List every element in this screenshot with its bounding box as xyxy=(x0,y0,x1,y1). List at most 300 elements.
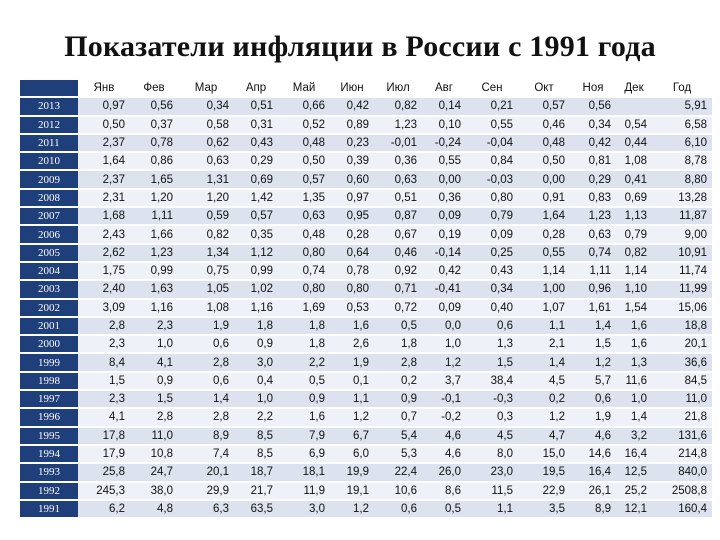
month-cell: 4,8 xyxy=(130,501,178,519)
month-cell: 0,19 xyxy=(422,226,466,244)
month-cell: 1,4 xyxy=(178,391,234,409)
month-cell: 1,0 xyxy=(130,336,178,354)
month-cell: 1,5 xyxy=(570,336,616,354)
month-cell: 10,6 xyxy=(374,483,422,501)
month-cell: 1,14 xyxy=(518,263,570,281)
table-row xyxy=(20,483,712,501)
month-cell: 2,2 xyxy=(278,354,330,372)
table-row xyxy=(20,373,712,391)
month-cell: 0,67 xyxy=(374,226,422,244)
month-cell: 245,3 xyxy=(78,483,130,501)
table-row xyxy=(20,208,712,226)
month-cell: 6,2 xyxy=(78,501,130,519)
month-cell: 0,59 xyxy=(178,208,234,226)
month-cell: 0,28 xyxy=(518,226,570,244)
column-header: Апр xyxy=(234,80,278,98)
annual-cell: 13,28 xyxy=(652,190,712,208)
month-cell: 0,6 xyxy=(374,501,422,519)
month-cell: 0,37 xyxy=(130,117,178,135)
annual-cell: 6,58 xyxy=(652,117,712,135)
column-header: Авг xyxy=(422,80,466,98)
table-row xyxy=(20,409,712,427)
month-cell: 6,0 xyxy=(330,446,374,464)
month-cell: 0,91 xyxy=(518,190,570,208)
month-cell: 0,55 xyxy=(518,245,570,263)
month-cell: -0,01 xyxy=(374,135,422,153)
month-cell: 1,8 xyxy=(234,318,278,336)
month-cell: 1,08 xyxy=(616,153,652,171)
month-cell: 0,6 xyxy=(178,336,234,354)
month-cell: 1,65 xyxy=(130,171,178,189)
table-row xyxy=(20,281,712,299)
month-cell: 0,48 xyxy=(278,135,330,153)
month-cell: 0,80 xyxy=(278,245,330,263)
month-cell: 1,5 xyxy=(78,373,130,391)
month-cell: 1,68 xyxy=(78,208,130,226)
month-cell: 0,74 xyxy=(278,263,330,281)
column-header: Сен xyxy=(466,80,518,98)
annual-cell: 15,06 xyxy=(652,300,712,318)
year-cell: 2005 xyxy=(20,245,78,263)
month-cell: 1,2 xyxy=(570,354,616,372)
month-cell: 24,7 xyxy=(130,464,178,482)
month-cell: 1,3 xyxy=(616,354,652,372)
month-cell: 8,5 xyxy=(234,446,278,464)
month-cell: 21,7 xyxy=(234,483,278,501)
month-cell: 0,9 xyxy=(234,336,278,354)
table-row xyxy=(20,263,712,281)
month-cell: 2,40 xyxy=(78,281,130,299)
annual-cell: 18,8 xyxy=(652,318,712,336)
annual-cell: 5,91 xyxy=(652,98,712,116)
month-cell: 0,43 xyxy=(234,135,278,153)
month-cell: 10,8 xyxy=(130,446,178,464)
month-cell: 12,1 xyxy=(616,501,652,519)
month-cell: 1,14 xyxy=(616,263,652,281)
year-cell: 1994 xyxy=(20,446,78,464)
month-cell: 0,09 xyxy=(422,208,466,226)
month-cell: 3,7 xyxy=(422,373,466,391)
month-cell: 2,8 xyxy=(374,354,422,372)
month-cell: 0,9 xyxy=(374,391,422,409)
table-header xyxy=(20,80,712,98)
month-cell: 26,0 xyxy=(422,464,466,482)
month-cell: 0,97 xyxy=(78,98,130,116)
month-cell: 0,23 xyxy=(330,135,374,153)
month-cell: 7,4 xyxy=(178,446,234,464)
table-row xyxy=(20,464,712,482)
month-cell: 18,7 xyxy=(234,464,278,482)
month-cell: 1,6 xyxy=(278,409,330,427)
month-cell: 0,46 xyxy=(518,117,570,135)
table-row xyxy=(20,354,712,372)
month-cell: 4,5 xyxy=(518,373,570,391)
annual-cell: 11,87 xyxy=(652,208,712,226)
month-cell: 0,2 xyxy=(518,391,570,409)
month-cell: 8,9 xyxy=(178,428,234,446)
month-cell: 0,6 xyxy=(466,318,518,336)
month-cell: 5,3 xyxy=(374,446,422,464)
year-cell: 2003 xyxy=(20,281,78,299)
header-row xyxy=(20,80,712,98)
month-cell: 1,35 xyxy=(278,190,330,208)
month-cell: 3,0 xyxy=(278,501,330,519)
month-cell: -0,41 xyxy=(422,281,466,299)
annual-cell: 36,6 xyxy=(652,354,712,372)
month-cell: 1,16 xyxy=(234,300,278,318)
month-cell: 0,36 xyxy=(422,190,466,208)
month-cell: 0,62 xyxy=(178,135,234,153)
year-cell: 2009 xyxy=(20,171,78,189)
year-cell: 1993 xyxy=(20,464,78,482)
year-cell: 2001 xyxy=(20,318,78,336)
month-cell: 0,86 xyxy=(130,153,178,171)
month-cell: 0,00 xyxy=(422,171,466,189)
month-cell: 11,5 xyxy=(466,483,518,501)
month-cell: 4,7 xyxy=(518,428,570,446)
month-cell: 1,20 xyxy=(130,190,178,208)
month-cell: 19,1 xyxy=(330,483,374,501)
month-cell: 1,12 xyxy=(234,245,278,263)
month-cell: 1,02 xyxy=(234,281,278,299)
month-cell: 1,23 xyxy=(570,208,616,226)
table-row xyxy=(20,135,712,153)
month-cell: 25,2 xyxy=(616,483,652,501)
month-cell: 0,82 xyxy=(178,226,234,244)
month-cell: 63,5 xyxy=(234,501,278,519)
month-cell: 2,3 xyxy=(78,336,130,354)
month-cell: 2,62 xyxy=(78,245,130,263)
month-cell: 20,1 xyxy=(178,464,234,482)
year-cell: 2000 xyxy=(20,336,78,354)
month-cell: 19,9 xyxy=(330,464,374,482)
month-cell: 4,6 xyxy=(570,428,616,446)
month-cell: 1,61 xyxy=(570,300,616,318)
month-cell: 16,4 xyxy=(570,464,616,482)
month-cell: 0,58 xyxy=(178,117,234,135)
month-cell xyxy=(616,98,652,116)
month-cell: 1,9 xyxy=(330,354,374,372)
month-cell: 0,57 xyxy=(234,208,278,226)
month-cell: 0,95 xyxy=(330,208,374,226)
month-cell: 1,08 xyxy=(178,300,234,318)
month-cell: 0,63 xyxy=(178,153,234,171)
month-cell: 0,25 xyxy=(466,245,518,263)
month-cell: 0,39 xyxy=(330,153,374,171)
month-cell: 0,48 xyxy=(278,226,330,244)
month-cell: 1,4 xyxy=(518,354,570,372)
month-cell: 1,23 xyxy=(374,117,422,135)
month-cell: 0,34 xyxy=(570,117,616,135)
month-cell: 4,1 xyxy=(130,354,178,372)
table-row xyxy=(20,446,712,464)
month-cell: 0,0 xyxy=(422,318,466,336)
month-cell: 22,4 xyxy=(374,464,422,482)
annual-cell: 11,99 xyxy=(652,281,712,299)
month-cell: 0,3 xyxy=(466,409,518,427)
month-cell: 0,96 xyxy=(570,281,616,299)
table-row xyxy=(20,190,712,208)
month-cell: 0,48 xyxy=(518,135,570,153)
month-cell: 1,6 xyxy=(330,318,374,336)
month-cell: 1,07 xyxy=(518,300,570,318)
month-cell: 0,44 xyxy=(616,135,652,153)
month-cell: 2,37 xyxy=(78,171,130,189)
year-cell: 2002 xyxy=(20,300,78,318)
month-cell: 2,1 xyxy=(518,336,570,354)
month-cell: 3,0 xyxy=(234,354,278,372)
month-cell: 0,72 xyxy=(374,300,422,318)
month-cell: 0,09 xyxy=(422,300,466,318)
month-cell: 1,31 xyxy=(178,171,234,189)
month-cell: 0,9 xyxy=(278,391,330,409)
month-cell: 0,74 xyxy=(570,245,616,263)
month-cell: 0,35 xyxy=(234,226,278,244)
annual-cell: 11,0 xyxy=(652,391,712,409)
month-cell: 1,0 xyxy=(616,391,652,409)
month-cell: 0,21 xyxy=(466,98,518,116)
month-cell: 8,6 xyxy=(422,483,466,501)
month-cell: 0,4 xyxy=(234,373,278,391)
table-row xyxy=(20,153,712,171)
month-cell: 11,0 xyxy=(130,428,178,446)
month-cell: 1,54 xyxy=(616,300,652,318)
year-cell: 2006 xyxy=(20,226,78,244)
header-corner xyxy=(20,80,78,98)
month-cell: 0,63 xyxy=(278,208,330,226)
year-cell: 2010 xyxy=(20,153,78,171)
month-cell: 11,6 xyxy=(616,373,652,391)
month-cell: 1,4 xyxy=(616,409,652,427)
month-cell: 1,16 xyxy=(130,300,178,318)
month-cell: 3,5 xyxy=(518,501,570,519)
month-cell: 1,64 xyxy=(78,153,130,171)
month-cell: 1,00 xyxy=(518,281,570,299)
month-cell: 1,1 xyxy=(518,318,570,336)
month-cell: 0,97 xyxy=(330,190,374,208)
annual-cell: 11,74 xyxy=(652,263,712,281)
month-cell: 0,41 xyxy=(616,171,652,189)
table-row xyxy=(20,336,712,354)
month-cell: 2,31 xyxy=(78,190,130,208)
month-cell: 0,00 xyxy=(518,171,570,189)
month-cell: 0,7 xyxy=(374,409,422,427)
month-cell: 0,69 xyxy=(616,190,652,208)
table-body xyxy=(20,98,712,519)
month-cell: 0,50 xyxy=(278,153,330,171)
month-cell: 38,0 xyxy=(130,483,178,501)
month-cell: 5,7 xyxy=(570,373,616,391)
month-cell: 4,1 xyxy=(78,409,130,427)
annual-cell: 21,8 xyxy=(652,409,712,427)
month-cell: 0,5 xyxy=(278,373,330,391)
month-cell: 2,43 xyxy=(78,226,130,244)
month-cell: 4,5 xyxy=(466,428,518,446)
column-header: Июл xyxy=(374,80,422,98)
month-cell: 0,99 xyxy=(130,263,178,281)
month-cell: 0,43 xyxy=(466,263,518,281)
month-cell: 1,2 xyxy=(422,354,466,372)
year-cell: 1992 xyxy=(20,483,78,501)
month-cell: 0,80 xyxy=(278,281,330,299)
month-cell: 1,6 xyxy=(616,336,652,354)
month-cell: 12,5 xyxy=(616,464,652,482)
month-cell: 1,4 xyxy=(570,318,616,336)
month-cell: 11,9 xyxy=(278,483,330,501)
month-cell: 8,0 xyxy=(466,446,518,464)
month-cell: 1,5 xyxy=(130,391,178,409)
month-cell: 8,4 xyxy=(78,354,130,372)
month-cell: 1,66 xyxy=(130,226,178,244)
year-cell: 2007 xyxy=(20,208,78,226)
column-header: Мар xyxy=(178,80,234,98)
month-cell: 0,42 xyxy=(570,135,616,153)
month-cell: 0,10 xyxy=(422,117,466,135)
month-cell: 0,55 xyxy=(466,117,518,135)
annual-cell: 8,80 xyxy=(652,171,712,189)
month-cell: 1,2 xyxy=(330,501,374,519)
month-cell: 38,4 xyxy=(466,373,518,391)
month-cell: 3,2 xyxy=(616,428,652,446)
month-cell: 15,0 xyxy=(518,446,570,464)
month-cell: 0,57 xyxy=(518,98,570,116)
year-cell: 1991 xyxy=(20,501,78,519)
month-cell: 0,50 xyxy=(78,117,130,135)
table-row xyxy=(20,391,712,409)
table-row xyxy=(20,300,712,318)
year-cell: 2012 xyxy=(20,117,78,135)
table-row xyxy=(20,98,712,116)
year-cell: 2008 xyxy=(20,190,78,208)
annual-cell: 8,78 xyxy=(652,153,712,171)
month-cell: 0,71 xyxy=(374,281,422,299)
table-row xyxy=(20,245,712,263)
month-cell: 8,9 xyxy=(570,501,616,519)
month-cell: 1,8 xyxy=(374,336,422,354)
year-cell: 1996 xyxy=(20,409,78,427)
annual-cell: 10,91 xyxy=(652,245,712,263)
month-cell: 4,6 xyxy=(422,428,466,446)
column-header: Май xyxy=(278,80,330,98)
month-cell: 0,53 xyxy=(330,300,374,318)
annual-cell: 160,4 xyxy=(652,501,712,519)
year-cell: 2013 xyxy=(20,98,78,116)
month-cell: 0,64 xyxy=(330,245,374,263)
year-cell: 1997 xyxy=(20,391,78,409)
month-cell: 1,3 xyxy=(466,336,518,354)
month-cell: 2,8 xyxy=(78,318,130,336)
month-cell: 0,82 xyxy=(616,245,652,263)
month-cell: -0,14 xyxy=(422,245,466,263)
month-cell: 0,89 xyxy=(330,117,374,135)
month-cell: 0,6 xyxy=(570,391,616,409)
annual-cell: 840,0 xyxy=(652,464,712,482)
month-cell: 0,79 xyxy=(466,208,518,226)
month-cell: 17,8 xyxy=(78,428,130,446)
year-cell: 1998 xyxy=(20,373,78,391)
annual-cell: 84,5 xyxy=(652,373,712,391)
month-cell: 0,87 xyxy=(374,208,422,226)
month-cell: 0,80 xyxy=(466,190,518,208)
month-cell: 0,57 xyxy=(278,171,330,189)
month-cell: 0,1 xyxy=(330,373,374,391)
month-cell: 1,64 xyxy=(518,208,570,226)
month-cell: 1,69 xyxy=(278,300,330,318)
month-cell: 0,29 xyxy=(234,153,278,171)
table-row xyxy=(20,226,712,244)
month-cell: 0,66 xyxy=(278,98,330,116)
month-cell: 1,34 xyxy=(178,245,234,263)
month-cell: 0,14 xyxy=(422,98,466,116)
month-cell: 0,6 xyxy=(178,373,234,391)
month-cell: 1,75 xyxy=(78,263,130,281)
month-cell: -0,24 xyxy=(422,135,466,153)
month-cell: 0,34 xyxy=(466,281,518,299)
month-cell: 0,63 xyxy=(374,171,422,189)
inflation-table xyxy=(20,80,712,519)
month-cell: 0,51 xyxy=(374,190,422,208)
month-cell: 25,8 xyxy=(78,464,130,482)
month-cell: 0,31 xyxy=(234,117,278,135)
annual-cell: 20,1 xyxy=(652,336,712,354)
month-cell: 0,60 xyxy=(330,171,374,189)
month-cell: 1,0 xyxy=(422,336,466,354)
table-row xyxy=(20,171,712,189)
month-cell: 1,1 xyxy=(466,501,518,519)
month-cell: 0,2 xyxy=(374,373,422,391)
month-cell: 1,05 xyxy=(178,281,234,299)
month-cell: 22,9 xyxy=(518,483,570,501)
month-cell: -0,1 xyxy=(422,391,466,409)
month-cell: -0,04 xyxy=(466,135,518,153)
column-header: Июн xyxy=(330,80,374,98)
month-cell: 0,80 xyxy=(330,281,374,299)
month-cell: 0,81 xyxy=(570,153,616,171)
month-cell: -0,3 xyxy=(466,391,518,409)
column-header: Янв xyxy=(78,80,130,98)
month-cell: 1,20 xyxy=(178,190,234,208)
month-cell: 0,29 xyxy=(570,171,616,189)
annual-cell: 131,6 xyxy=(652,428,712,446)
month-cell: 29,9 xyxy=(178,483,234,501)
month-cell: 0,78 xyxy=(330,263,374,281)
month-cell: 6,9 xyxy=(278,446,330,464)
month-cell: 0,5 xyxy=(374,318,422,336)
month-cell: 3,09 xyxy=(78,300,130,318)
month-cell: 0,28 xyxy=(330,226,374,244)
month-cell: 0,84 xyxy=(466,153,518,171)
month-cell: 0,34 xyxy=(178,98,234,116)
month-cell: 1,9 xyxy=(178,318,234,336)
month-cell: 7,9 xyxy=(278,428,330,446)
month-cell: 26,1 xyxy=(570,483,616,501)
month-cell: 0,36 xyxy=(374,153,422,171)
month-cell: 6,7 xyxy=(330,428,374,446)
month-cell: 1,0 xyxy=(234,391,278,409)
table-row xyxy=(20,117,712,135)
column-header: Окт xyxy=(518,80,570,98)
column-header: Год xyxy=(652,80,712,98)
month-cell: 0,79 xyxy=(616,226,652,244)
month-cell: 0,9 xyxy=(130,373,178,391)
month-cell: 1,8 xyxy=(278,336,330,354)
month-cell: 2,6 xyxy=(330,336,374,354)
month-cell: 0,46 xyxy=(374,245,422,263)
month-cell: 1,11 xyxy=(130,208,178,226)
year-cell: 2011 xyxy=(20,135,78,153)
month-cell: 2,37 xyxy=(78,135,130,153)
month-cell: 1,11 xyxy=(570,263,616,281)
